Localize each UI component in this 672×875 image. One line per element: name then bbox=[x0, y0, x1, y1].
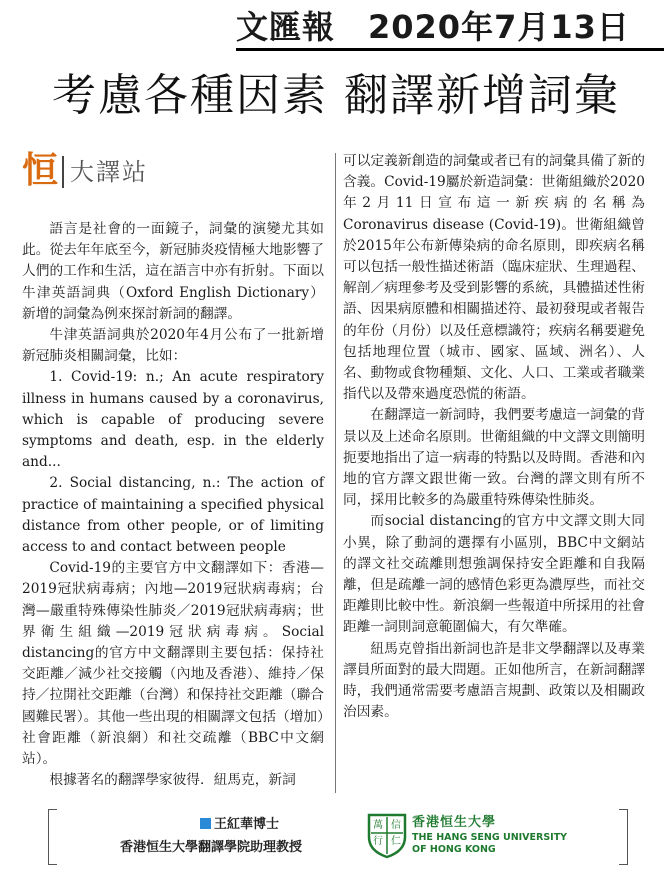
logo-char: 行 bbox=[373, 836, 383, 847]
paragraph: 而social distancing的官方中文譯文則大同小異，除了動詞的選擇有小區別，BBC中文網站的譯文社交疏離則想強調保持安全距離和自我隔離，但是疏離一詞的感情色彩更為濃厚些，而社交距離則比較中性。新浪網一些報道中所採用的社會距離一詞則詞意範圍偏大，有欠準確。 bbox=[343, 513, 645, 636]
author-name-line bbox=[200, 817, 279, 833]
paragraph: 語言是社會的一面鏡子，詞彙的演變尤其如此。從去年年底至今，新冠肺炎疫情極大地影響了人們的工作和生活，這在語言中亦有折射。下面以牛津英語詞典（Oxford English Dictionary）新增的詞彙為例來探討新詞的翻譯。 bbox=[22, 221, 324, 322]
page-title: 考慮各種因素 翻譯新增詞彙 bbox=[52, 70, 620, 121]
logo-char: 仁 bbox=[391, 836, 401, 847]
paragraph: 根據著名的翻譯學家彼得．紐馬克，新詞 bbox=[49, 772, 296, 789]
bracket-right bbox=[619, 809, 628, 865]
paragraph-continued: 可以定義新創造的詞彙或者已有的詞彙具備了新的含義。Covid-19屬於新造詞彙：世衛組織於2020年2月11日宣布這一新疾病的名稱為Coronavirus disease (Covid-19)。世衛組織曾於2015年公布新傳染病的命名原則，即疾病名稱可以包括一般性描述術語（臨床症狀、生理過程、解剖／病理參考及受到影響的系統，具體描述性術語、因果病原體和相關描述符、最初發現或者報告的年份（月份）以及任意標識符；疾病名稱要避免包括地理位置（城市、國家、區域、洲名）、人名、動物或食物種類、文化、人口、工業或者職業指代以及帶來過度恐慌的術語。 bbox=[343, 153, 645, 403]
paragraph: 紐馬克曾指出新詞也許是非文學翻譯以及專業譯員所面對的最大問題。正如他所言，在新詞翻譯時，我們通常需要考慮語言規劃、政策以及相關政治因素。 bbox=[343, 640, 645, 721]
paragraph: Covid-19的主要官方中文翻譯如下：香港—2019冠狀病毒病；內地—2019冠狀病毒病；台灣—嚴重特殊傳染性肺炎／2019冠狀病毒病；世界衛生組織—2019冠狀病毒病。Social distancing的官方中文翻譯則主要包括：保持社交距離／減少社交接觸（內地及香港）、維持／保持／拉開社交距離（台灣）和保持社交距離（聯合國難民署）。其他一些出現的相關譯文包括（增加）社會距離（新浪網）和社交疏離（BBC中文網站）。 bbox=[22, 560, 324, 768]
paragraph: 2. Social distancing, n.: The action of practice of maintaining a specified physical distance from other people, or of limiting access to and contact between people bbox=[22, 475, 324, 556]
column-divider bbox=[335, 153, 336, 793]
university-name-zh: 香港恒生大學 bbox=[412, 815, 497, 830]
paragraph: 在翻譯這一新詞時，我們要考慮這一詞彙的背景以及上述命名原則。世衛組織的中文譯文則簡明扼要地指出了這一病毒的特點以及時間。香港和內地的官方譯文跟世衛一致。台灣的譯文則有所不同，採用比較多的為嚴重特殊傳染性肺炎。 bbox=[343, 407, 645, 509]
logo-char: 萬 bbox=[373, 820, 383, 831]
university-name-en: THE HANG SENG UNIVERSITY bbox=[412, 832, 568, 843]
column-logo-mark: 恒 bbox=[22, 150, 59, 191]
author-box bbox=[48, 809, 628, 863]
square-marker-icon bbox=[200, 818, 211, 829]
author-title: 香港恒生大學翻譯學院助理教授 bbox=[120, 840, 303, 855]
university-name-en-2: OF HONG KONG bbox=[412, 844, 496, 855]
masthead-rule bbox=[236, 48, 664, 51]
paragraph: 1. Covid-19: n.; An acute respiratory illness in humans caused by a coronavirus, which is capable of producing severe symptoms and death, esp. in the elderly and... bbox=[22, 369, 324, 471]
logo-divider bbox=[62, 156, 64, 188]
column-logo bbox=[22, 150, 182, 192]
masthead: 文匯報 2020年7月13日 bbox=[236, 8, 630, 46]
column-name: 大譯站 bbox=[70, 158, 148, 186]
logo-char: 信 bbox=[391, 820, 401, 831]
university-logo-icon bbox=[366, 811, 408, 859]
bracket-left bbox=[48, 809, 57, 865]
article-column-right bbox=[343, 151, 645, 723]
author-name: 王紅華博士 bbox=[214, 817, 280, 832]
paragraph: 牛津英語詞典於2020年4月公布了一批新增新冠肺炎相關詞彙，比如： bbox=[22, 327, 324, 365]
article-column-left bbox=[22, 219, 324, 791]
